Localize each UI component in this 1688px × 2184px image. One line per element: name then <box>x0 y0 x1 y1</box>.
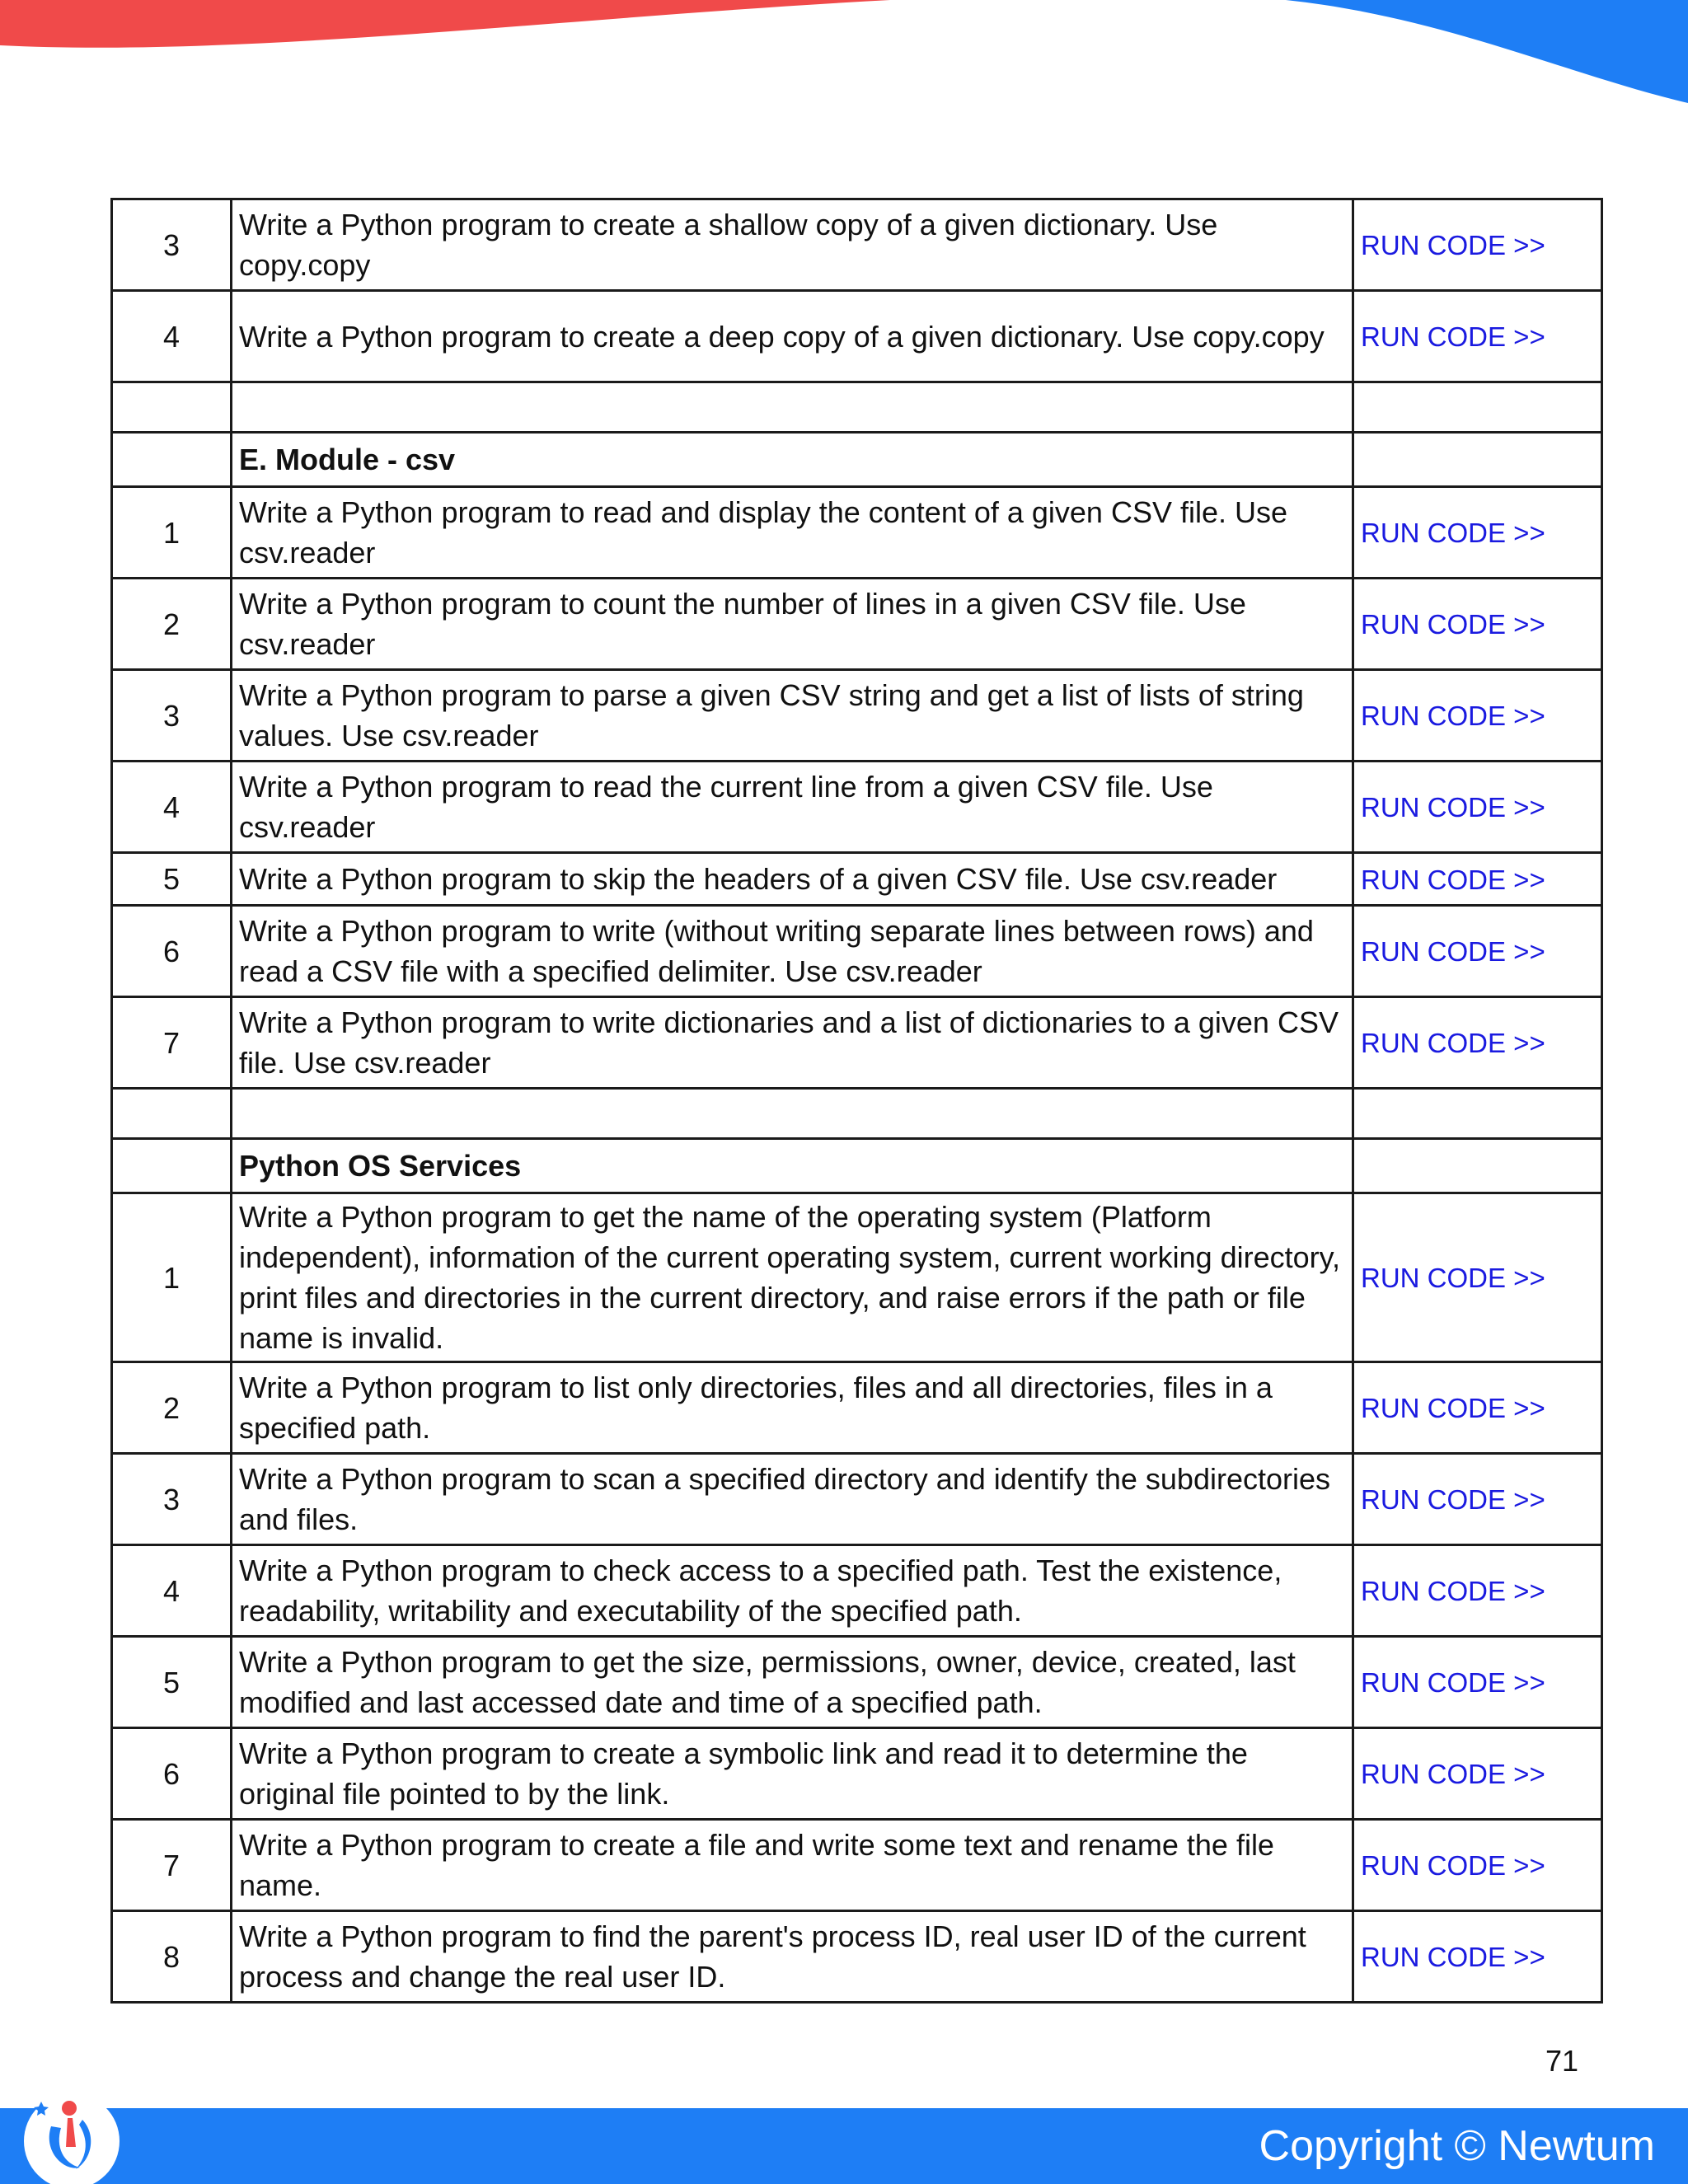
section-title: Python OS Services <box>232 1139 1353 1193</box>
table-row <box>112 762 1602 853</box>
row-number: 6 <box>112 906 232 997</box>
row-number: 5 <box>112 1637 232 1728</box>
exercise-description: Write a Python program to get the size, permissions, owner, device, created, last modified and last accessed date and time of a specified path. <box>232 1637 1353 1728</box>
table-row <box>112 1193 1602 1362</box>
row-number: 4 <box>112 291 232 382</box>
table-row <box>112 1545 1602 1637</box>
row-number: 8 <box>112 1911 232 2003</box>
section-title: E. Module - csv <box>232 433 1353 487</box>
run-code-link[interactable]: RUN CODE >> <box>1361 1942 1545 1972</box>
run-code-link[interactable]: RUN CODE >> <box>1361 1759 1545 1789</box>
table-row <box>112 199 1602 291</box>
run-code-link[interactable]: RUN CODE >> <box>1361 1484 1545 1515</box>
table-row <box>112 1362 1602 1454</box>
row-number: 3 <box>112 199 232 291</box>
run-code-link[interactable]: RUN CODE >> <box>1361 792 1545 823</box>
row-number: 4 <box>112 762 232 853</box>
exercise-description: Write a Python program to create a file and write some text and rename the file name. <box>232 1820 1353 1911</box>
exercise-description: Write a Python program to count the number of lines in a given CSV file. Use csv.reader <box>232 579 1353 670</box>
run-code-link[interactable]: RUN CODE >> <box>1361 321 1545 352</box>
row-number: 5 <box>112 853 232 906</box>
table-row <box>112 1728 1602 1820</box>
exercise-description: Write a Python program to check access to a specified path. Test the existence, readability, writability and executability of the specified path. <box>232 1545 1353 1637</box>
run-code-link[interactable]: RUN CODE >> <box>1361 1028 1545 1058</box>
exercise-description: Write a Python program to parse a given CSV string and get a list of lists of string values. Use csv.reader <box>232 670 1353 762</box>
exercise-table <box>110 198 1603 2004</box>
table-row <box>112 997 1602 1089</box>
table-row <box>112 853 1602 906</box>
run-code-link[interactable]: RUN CODE >> <box>1361 701 1545 731</box>
run-code-link[interactable]: RUN CODE >> <box>1361 230 1545 260</box>
table-row <box>112 291 1602 382</box>
table-row <box>112 670 1602 762</box>
section-header-row <box>112 1139 1602 1193</box>
page-number: 71 <box>1545 2044 1578 2078</box>
blank-row <box>112 1089 1602 1139</box>
exercise-description: Write a Python program to read the current line from a given CSV file. Use csv.reader <box>232 762 1353 853</box>
table-row <box>112 487 1602 579</box>
row-number: 4 <box>112 1545 232 1637</box>
header-decoration <box>0 0 1688 115</box>
newtum-logo-icon <box>18 2077 125 2184</box>
row-number: 1 <box>112 487 232 579</box>
exercise-description: Write a Python program to write dictionaries and a list of dictionaries to a given CSV file. Use csv.reader <box>232 997 1353 1089</box>
row-number: 3 <box>112 1454 232 1545</box>
row-number: 3 <box>112 670 232 762</box>
blank-row <box>112 382 1602 433</box>
exercise-description: Write a Python program to read and display the content of a given CSV file. Use csv.reader <box>232 487 1353 579</box>
row-number: 7 <box>112 997 232 1089</box>
exercise-description: Write a Python program to write (without writing separate lines between rows) and read a CSV file with a specified delimiter. Use csv.reader <box>232 906 1353 997</box>
exercise-description: Write a Python program to get the name of the operating system (Platform independent), information of the current operating system, current working directory, print files and directories in the current directory, and raise errors if the path or file name is invalid. <box>232 1193 1353 1362</box>
run-code-link[interactable]: RUN CODE >> <box>1361 1667 1545 1698</box>
run-code-link[interactable]: RUN CODE >> <box>1361 1576 1545 1606</box>
exercise-description: Write a Python program to list only directories, files and all directories, files in a specified path. <box>232 1362 1353 1454</box>
exercise-description: Write a Python program to scan a specified directory and identify the subdirectories and files. <box>232 1454 1353 1545</box>
table-row <box>112 579 1602 670</box>
table-row <box>112 1911 1602 2003</box>
table-row <box>112 1637 1602 1728</box>
exercise-description: Write a Python program to create a symbolic link and read it to determine the original file pointed to by the link. <box>232 1728 1353 1820</box>
exercise-description: Write a Python program to create a shallow copy of a given dictionary. Use copy.copy <box>232 199 1353 291</box>
run-code-link[interactable]: RUN CODE >> <box>1361 1850 1545 1881</box>
row-number: 2 <box>112 579 232 670</box>
run-code-link[interactable]: RUN CODE >> <box>1361 864 1545 895</box>
run-code-link[interactable]: RUN CODE >> <box>1361 609 1545 640</box>
row-number: 2 <box>112 1362 232 1454</box>
exercise-description: Write a Python program to create a deep copy of a given dictionary. Use copy.copy <box>232 291 1353 382</box>
row-number: 1 <box>112 1193 232 1362</box>
row-number: 7 <box>112 1820 232 1911</box>
run-code-link[interactable]: RUN CODE >> <box>1361 518 1545 548</box>
run-code-link[interactable]: RUN CODE >> <box>1361 1263 1545 1293</box>
section-header-row <box>112 433 1602 487</box>
run-code-link[interactable]: RUN CODE >> <box>1361 1393 1545 1423</box>
row-number: 6 <box>112 1728 232 1820</box>
copyright-text: Copyright © Newtum <box>1259 2122 1655 2170</box>
exercise-description: Write a Python program to find the parent's process ID, real user ID of the current process and change the real user ID. <box>232 1911 1353 2003</box>
table-row <box>112 1820 1602 1911</box>
table-row <box>112 1454 1602 1545</box>
exercise-description: Write a Python program to skip the headers of a given CSV file. Use csv.reader <box>232 853 1353 906</box>
run-code-link[interactable]: RUN CODE >> <box>1361 936 1545 967</box>
table-row <box>112 906 1602 997</box>
